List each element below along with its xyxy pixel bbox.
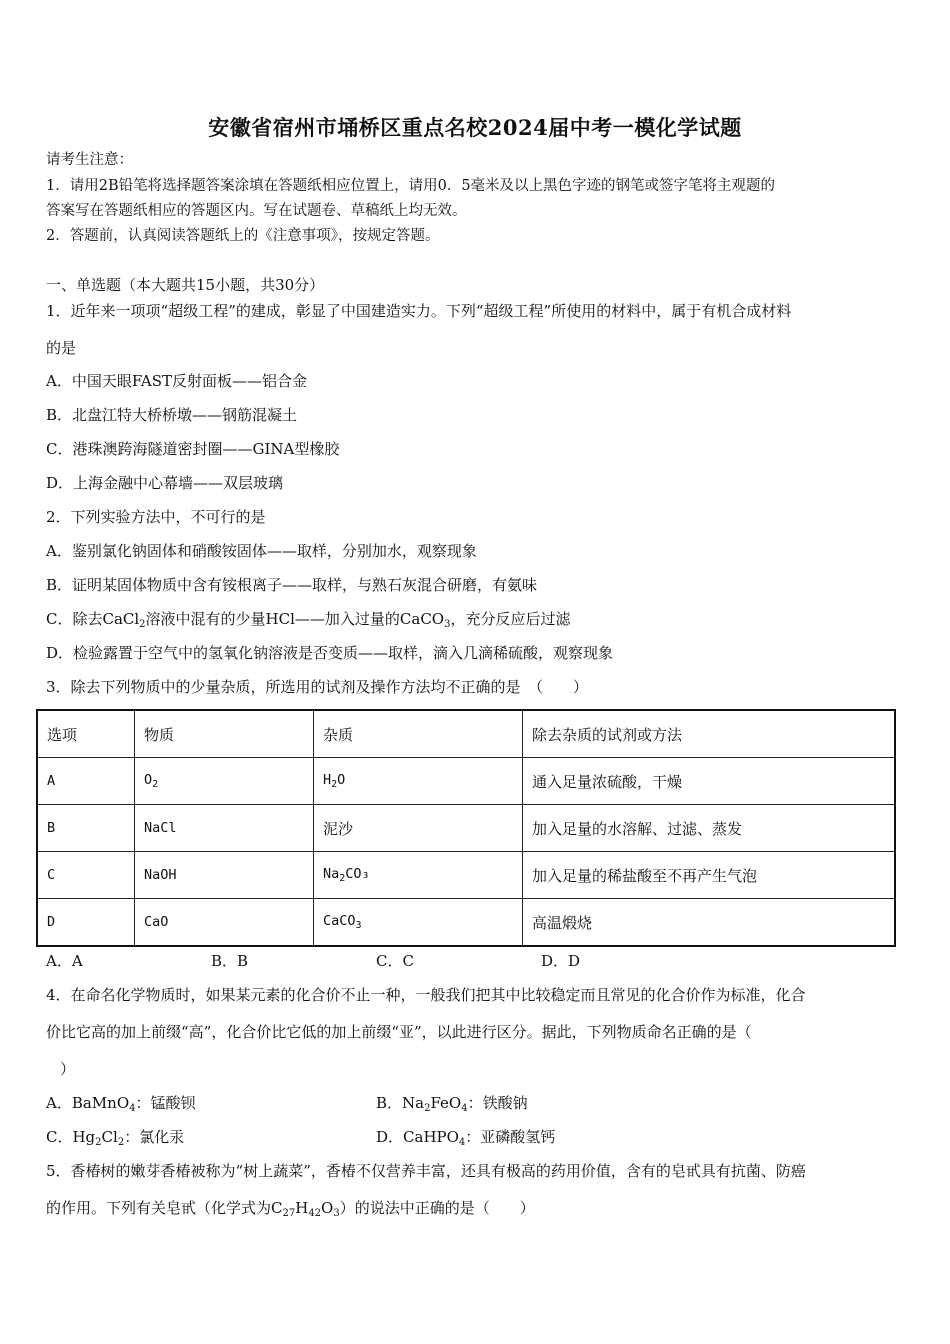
formula-sub: 3 bbox=[355, 920, 362, 931]
table-cell-option: C bbox=[37, 852, 135, 899]
notice-item-2: 2．答题前，认真阅读答题纸上的《注意事项》，按规定答题。 bbox=[46, 228, 440, 244]
q1-option-b: B．北盘江特大桥桥墩——钢筋混凝土 bbox=[46, 406, 298, 424]
q4-option-b-sub: 2 bbox=[424, 1103, 431, 1114]
table-cell-substance: NaCl bbox=[135, 805, 314, 852]
table-header-cell: 物质 bbox=[135, 710, 314, 758]
q4-options-row-2 bbox=[46, 1127, 555, 1153]
q4-option-d-name: ：亚磷酸氢钙 bbox=[465, 1128, 556, 1146]
table-cell-substance: CaO bbox=[135, 899, 314, 947]
q3-answer-a: A．A bbox=[46, 952, 83, 970]
q2-option-d: D．检验露置于空气中的氢氧化钠溶液是否变质——取样，滴入几滴稀硫酸，观察现象 bbox=[46, 644, 614, 662]
formula-text: CaCO bbox=[323, 913, 356, 929]
q4-option-a bbox=[46, 1093, 376, 1119]
q2-option-b: B．证明某固体物质中含有铵根离子——取样，与熟石灰混合研磨，有氨味 bbox=[46, 576, 538, 594]
q4-option-b-sub-2: 4 bbox=[461, 1103, 468, 1114]
table-cell-substance: NaOH bbox=[135, 852, 314, 899]
q2-option-c-text-2: 溶液中混有的少量HCl——加入过量的CaCO bbox=[145, 610, 445, 628]
q2-option-c-text: C．除去CaCl bbox=[46, 610, 140, 628]
q5-text: H bbox=[295, 1199, 309, 1217]
formula-text: H bbox=[323, 772, 332, 788]
q3-answer-b: B．B bbox=[211, 952, 249, 970]
formula-sub: 2 bbox=[152, 779, 159, 790]
table-cell-substance bbox=[135, 758, 314, 805]
q5-stem-line-2 bbox=[46, 1198, 535, 1224]
q3-stem: 3．除去下列物质中的少量杂质，所选用的试剂及操作方法均不正确的是 （ ） bbox=[46, 678, 589, 696]
notice-item-1-line-1: 1．请用2B铅笔将选择题答案涂填在答题纸相应位置上，请用0．5毫米及以上黑色字迹的钢笔或签字笔将主观题的 bbox=[46, 178, 776, 194]
table-cell-method: 高温煅烧 bbox=[523, 899, 896, 947]
q5-text: O bbox=[321, 1199, 334, 1217]
q4-option-a-sub: 4 bbox=[129, 1103, 136, 1114]
q4-option-d-text: D．CaHPO bbox=[376, 1128, 459, 1146]
q4-stem-line-1: 4．在命名化学物质时，如果某元素的化合价不止一种，一般我们把其中比较稳定而且常见的化合价作为标准，化合 bbox=[46, 986, 806, 1004]
table-cell-impurity: 泥沙 bbox=[314, 805, 523, 852]
q5-text: 的作用。下列有关皂甙（化学式为C bbox=[46, 1199, 283, 1217]
notice-item-1-line-2: 答案写在答题纸相应的答题区内。写在试题卷、草稿纸上均无效。 bbox=[46, 203, 467, 219]
q2-option-c bbox=[46, 609, 571, 635]
q1-stem-line-2: 的是 bbox=[46, 339, 77, 357]
table-header-cell: 除去杂质的试剂或方法 bbox=[523, 710, 896, 758]
formula-sub: 2 bbox=[339, 873, 346, 884]
q4-option-b-name: ：铁酸钠 bbox=[467, 1094, 528, 1112]
formula-sub: 2 bbox=[331, 779, 338, 790]
q3-answer-d: D．D bbox=[541, 952, 581, 970]
q5-sub: 3 bbox=[333, 1208, 340, 1219]
table-cell-option: A bbox=[37, 758, 135, 805]
formula-text: Na bbox=[323, 866, 340, 882]
q4-option-c-text-2: Cl bbox=[101, 1128, 118, 1146]
formula-text: O bbox=[337, 772, 346, 788]
q4-option-d bbox=[376, 1127, 555, 1153]
q5-text: ）的说法中正确的是（ ） bbox=[339, 1199, 535, 1217]
q2-stem: 2．下列实验方法中，不可行的是 bbox=[46, 508, 266, 526]
table-cell-impurity bbox=[314, 758, 523, 805]
table-cell-option: D bbox=[37, 899, 135, 947]
q4-option-c-sub-2: 2 bbox=[117, 1137, 125, 1148]
table-cell-impurity bbox=[314, 852, 523, 899]
table-cell-option: B bbox=[37, 805, 135, 852]
q3-answer-options bbox=[46, 951, 580, 971]
q1-option-d: D．上海金融中心幕墙——双层玻璃 bbox=[46, 474, 284, 492]
q4-stem-line-2: 价比它高的加上前缀“高”，化合价比它低的加上前缀“亚”，以此进行区分。据此，下列物质命名正确的是（ bbox=[46, 1023, 752, 1041]
section-heading: 一、单选题（本大题共15小题，共30分） bbox=[46, 276, 325, 294]
table-row bbox=[37, 899, 895, 947]
table-cell-method: 加入足量的稀盐酸至不再产生气泡 bbox=[523, 852, 896, 899]
q1-option-c: C．港珠澳跨海隧道密封圈——GINA型橡胶 bbox=[46, 440, 340, 458]
q4-option-a-text: A．BaMnO bbox=[46, 1094, 130, 1112]
q4-stem-line-3: ） bbox=[60, 1060, 76, 1078]
notice-heading: 请考生注意： bbox=[46, 152, 133, 168]
q4-option-b-text-2: FeO bbox=[430, 1094, 462, 1112]
q1-stem-line-1: 1．近年来一项项“超级工程”的建成，彰显了中国建造实力。下列“超级工程”所使用的材料中，属于有机合成材料 bbox=[46, 302, 792, 320]
table-cell-method: 加入足量的水溶解、过滤、蒸发 bbox=[523, 805, 896, 852]
q4-option-d-sub: 4 bbox=[458, 1137, 466, 1148]
table-row bbox=[37, 852, 895, 899]
q4-option-c-sub: 2 bbox=[95, 1137, 102, 1148]
q4-option-b bbox=[376, 1093, 528, 1119]
table-header-row bbox=[37, 710, 895, 758]
q2-option-a: A．鉴别氯化钠固体和硝酸铵固体——取样，分别加水，观察现象 bbox=[46, 542, 477, 560]
table-row bbox=[37, 758, 895, 805]
q5-sub: 42 bbox=[308, 1208, 322, 1219]
q4-option-b-text: B．Na bbox=[376, 1094, 425, 1112]
q3-answer-c: C．C bbox=[376, 952, 414, 970]
q4-option-a-name: ：锰酸钡 bbox=[135, 1094, 196, 1112]
q5-stem-line-1: 5．香椿树的嫩芽香椿被称为“树上蔬菜”，香椿不仅营养丰富，还具有极高的药用价值，含有的皂甙具有抗菌、防癌 bbox=[46, 1162, 806, 1180]
q1-option-a: A．中国天眼FAST反射面板——铝合金 bbox=[46, 372, 308, 390]
q4-option-c-name: ：氯化汞 bbox=[124, 1128, 185, 1146]
q2-option-c-sub: 2 bbox=[139, 619, 146, 630]
table-row bbox=[37, 805, 895, 852]
page-title: 安徽省宿州市埇桥区重点名校2024届中考一模化学试题 bbox=[208, 115, 742, 140]
q4-options-row-1 bbox=[46, 1093, 528, 1119]
q2-option-c-sub-2: 3 bbox=[444, 619, 451, 630]
q5-sub: 27 bbox=[282, 1208, 296, 1219]
formula-text: CO₃ bbox=[345, 866, 370, 882]
q3-table bbox=[36, 709, 896, 947]
table-cell-method: 通入足量浓硫酸，干燥 bbox=[523, 758, 896, 805]
table-cell-impurity bbox=[314, 899, 523, 947]
q2-option-c-text-3: ，充分反应后过滤 bbox=[450, 610, 571, 628]
table-header-cell: 选项 bbox=[37, 710, 135, 758]
formula-text: O bbox=[144, 772, 153, 788]
q4-option-c-text: C．Hg bbox=[46, 1128, 96, 1146]
table-header-cell: 杂质 bbox=[314, 710, 523, 758]
q4-option-c bbox=[46, 1127, 376, 1153]
